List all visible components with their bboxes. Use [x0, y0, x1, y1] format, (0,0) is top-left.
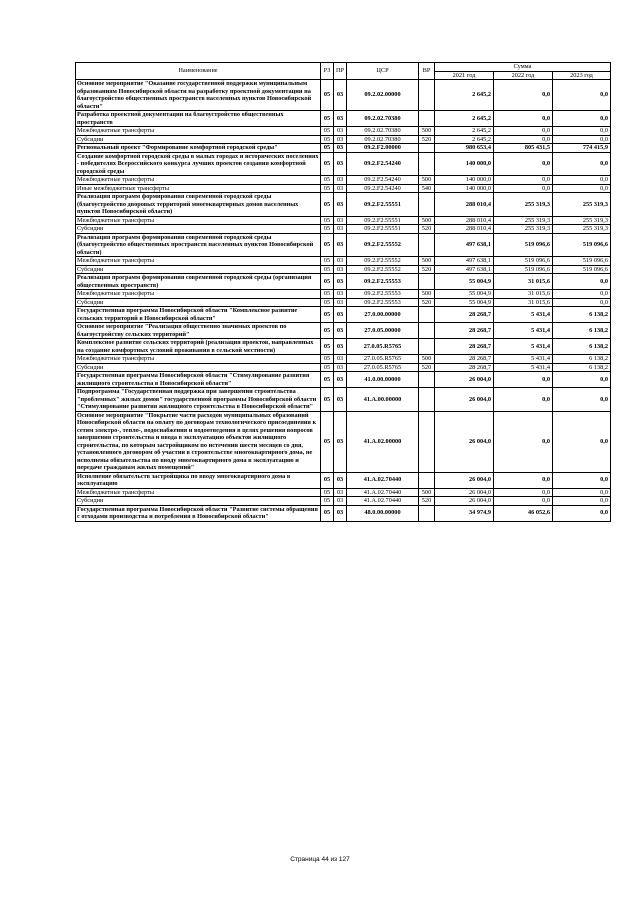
header-year-2023: 2023 год: [553, 71, 611, 80]
cell-vr: 520: [419, 225, 435, 234]
table-row: [76, 111, 611, 127]
table-row: [76, 127, 611, 136]
cell-name: Государственная программа Новосибирской области "Развитие системы обращения с отходами производства и потребления в Новосибирской области": [76, 505, 321, 521]
cell-vr: 520: [419, 497, 435, 506]
cell-pr: 03: [334, 216, 347, 225]
cell-name: Межбюджетные трансферты: [76, 257, 321, 266]
cell-2023: 0,0: [553, 372, 611, 388]
cell-name: Субсидии: [76, 265, 321, 274]
cell-rz: 05: [321, 339, 334, 355]
cell-pr: 03: [334, 363, 347, 372]
table-row: [76, 323, 611, 339]
cell-2021: 26 004,0: [435, 372, 494, 388]
cell-vr: 500: [419, 355, 435, 364]
cell-name: Межбюджетные трансферты: [76, 127, 321, 136]
cell-2022: 0,0: [494, 472, 553, 488]
cell-vr: [419, 152, 435, 176]
cell-name: Субсидии: [76, 497, 321, 506]
cell-name: Государственная программа Новосибирской области "Комплексное развитие сельских территорий в Новосибирской области": [76, 307, 321, 323]
cell-pr: 03: [334, 411, 347, 472]
table-row: [76, 472, 611, 488]
cell-2023: 255 319,3: [553, 193, 611, 217]
cell-csr: 09.2.F2.55553: [347, 274, 419, 290]
cell-pr: 03: [334, 184, 347, 193]
cell-pr: 03: [334, 323, 347, 339]
cell-2021: 497 638,1: [435, 233, 494, 257]
cell-2023: 0,0: [553, 411, 611, 472]
cell-vr: 520: [419, 363, 435, 372]
table-row: [76, 265, 611, 274]
table-row: [76, 505, 611, 521]
cell-name: Реализация программ формирования современной городской среды (организация общественных пространств): [76, 274, 321, 290]
cell-csr: 27.0.05.R5765: [347, 363, 419, 372]
cell-2022: 0,0: [494, 184, 553, 193]
cell-name: Межбюджетные трансферты: [76, 290, 321, 299]
cell-2021: 2 645,2: [435, 80, 494, 111]
cell-2022: 0,0: [494, 111, 553, 127]
table-row: [76, 497, 611, 506]
cell-pr: 03: [334, 497, 347, 506]
cell-2023: 0,0: [553, 176, 611, 185]
cell-vr: [419, 80, 435, 111]
cell-name: Межбюджетные трансферты: [76, 355, 321, 364]
cell-vr: 500: [419, 290, 435, 299]
cell-2022: 0,0: [494, 388, 553, 412]
cell-vr: 500: [419, 488, 435, 497]
cell-2021: 2 645,2: [435, 127, 494, 136]
cell-vr: 500: [419, 257, 435, 266]
cell-csr: 27.0.05.00000: [347, 323, 419, 339]
cell-2022: 255 319,3: [494, 225, 553, 234]
cell-csr: 41.А.02.00000: [347, 411, 419, 472]
cell-pr: 03: [334, 233, 347, 257]
table-row: [76, 135, 611, 144]
cell-rz: 05: [321, 80, 334, 111]
table-row: [76, 388, 611, 412]
cell-2022: 519 096,6: [494, 265, 553, 274]
cell-vr: [419, 339, 435, 355]
cell-vr: [419, 274, 435, 290]
cell-2023: 0,0: [553, 290, 611, 299]
cell-vr: [419, 505, 435, 521]
cell-pr: 03: [334, 225, 347, 234]
cell-2022: 5 431,4: [494, 363, 553, 372]
cell-csr: 09.2.02.70380: [347, 135, 419, 144]
table-row: [76, 176, 611, 185]
cell-pr: 03: [334, 257, 347, 266]
cell-2021: 26 004,0: [435, 472, 494, 488]
cell-2022: 5 431,4: [494, 355, 553, 364]
cell-2021: 288 010,4: [435, 225, 494, 234]
cell-2023: 6 138,2: [553, 323, 611, 339]
cell-2023: 6 138,2: [553, 307, 611, 323]
cell-pr: 03: [334, 472, 347, 488]
cell-name: Реализация программ формирования современной городской среды (благоустройство дворовых территорий многоквартирных домов населенных пунктов Новосибирской области): [76, 193, 321, 217]
cell-name: Подпрограмма "Государственная поддержка при завершении строительства "проблемных" жилых домов" государственной программы Новосибирской области "Стимулирование развития жилищного строительства в Новосибирской области": [76, 388, 321, 412]
cell-pr: 03: [334, 339, 347, 355]
table-row: [76, 290, 611, 299]
cell-rz: 05: [321, 497, 334, 506]
cell-name: Основное мероприятие "Покрытие части расходов муниципальных образований Новосибирской области на оплату по договорам технологического присоединения к сетям электро-, тепло-, водоснабжения и водоотведения в целях решения вопросов завершения строительства и ввода в эксплуатацию объектов жилищного строительства, по которым застройщиком по истечении шести месяцев со дня, установленного договором об участии в строительстве многоквартирного дома, не исполнены обязательства по вводу многоквартирного дома в эксплуатацию и передаче гражданам жилых помещений": [76, 411, 321, 472]
header-pr: ПР: [334, 63, 347, 80]
cell-2021: 26 004,0: [435, 411, 494, 472]
cell-csr: 09.2.F2.54240: [347, 152, 419, 176]
cell-2022: 0,0: [494, 127, 553, 136]
cell-name: Государственная программа Новосибирской области "Стимулирование развития жилищного строительства в Новосибирской области": [76, 372, 321, 388]
cell-csr: 09.2.F2.54240: [347, 184, 419, 193]
cell-2021: 26 004,0: [435, 488, 494, 497]
cell-2021: 497 638,1: [435, 257, 494, 266]
table-row: [76, 339, 611, 355]
cell-2021: 28 268,7: [435, 339, 494, 355]
cell-rz: 05: [321, 274, 334, 290]
cell-2022: 805 431,5: [494, 144, 553, 153]
cell-2022: 0,0: [494, 152, 553, 176]
cell-vr: [419, 193, 435, 217]
table-row: [76, 193, 611, 217]
cell-2022: 5 431,4: [494, 307, 553, 323]
cell-2021: 55 004,9: [435, 298, 494, 307]
cell-pr: 03: [334, 372, 347, 388]
cell-rz: 05: [321, 144, 334, 153]
cell-2022: 5 431,4: [494, 323, 553, 339]
cell-name: Основное мероприятие "Оказание государственной поддержки муниципальным образованиям Новосибирской области на разработку проектной документации на благоустройство общественных пространств населенных пунктов Новосибирской области": [76, 80, 321, 111]
cell-2022: 0,0: [494, 80, 553, 111]
table-body: [76, 80, 611, 522]
cell-2021: 28 268,7: [435, 355, 494, 364]
cell-name: Субсидии: [76, 363, 321, 372]
cell-rz: 05: [321, 152, 334, 176]
cell-2023: 255 319,3: [553, 216, 611, 225]
header-name: Наименование: [76, 63, 321, 80]
cell-csr: 09.2.F2.00000: [347, 144, 419, 153]
cell-vr: [419, 233, 435, 257]
cell-2021: 288 010,4: [435, 216, 494, 225]
cell-2022: 31 015,6: [494, 290, 553, 299]
cell-2022: 0,0: [494, 135, 553, 144]
cell-name: Комплексное развитие сельских территорий (реализация проектов, направленных на создание комфортных условий проживания в сельской местности): [76, 339, 321, 355]
cell-2022: 255 319,3: [494, 216, 553, 225]
cell-csr: 09.2.F2.55551: [347, 225, 419, 234]
table-row: [76, 372, 611, 388]
cell-rz: 05: [321, 111, 334, 127]
cell-csr: 09.2.F2.55553: [347, 298, 419, 307]
cell-vr: [419, 111, 435, 127]
cell-pr: 03: [334, 193, 347, 217]
cell-csr: 27.0.05.R5765: [347, 339, 419, 355]
cell-pr: 03: [334, 298, 347, 307]
cell-name: Разработка проектной документации на благоустройство общественных пространств: [76, 111, 321, 127]
table-row: [76, 488, 611, 497]
cell-name: Межбюджетные трансферты: [76, 488, 321, 497]
cell-rz: 05: [321, 257, 334, 266]
cell-csr: 41.А.02.70440: [347, 472, 419, 488]
budget-table: [75, 62, 611, 522]
table-row: [76, 411, 611, 472]
cell-vr: 520: [419, 135, 435, 144]
cell-rz: 05: [321, 225, 334, 234]
cell-2021: 28 268,7: [435, 323, 494, 339]
header-sums: Сумма: [435, 63, 611, 72]
cell-rz: 05: [321, 176, 334, 185]
cell-2023: 6 138,2: [553, 363, 611, 372]
cell-rz: 05: [321, 184, 334, 193]
table-row: [76, 274, 611, 290]
cell-name: Межбюджетные трансферты: [76, 216, 321, 225]
header-csr: ЦСР: [347, 63, 419, 80]
cell-2022: 46 052,6: [494, 505, 553, 521]
cell-pr: 03: [334, 290, 347, 299]
cell-vr: [419, 388, 435, 412]
cell-pr: 03: [334, 127, 347, 136]
cell-vr: [419, 307, 435, 323]
cell-2022: 31 015,6: [494, 298, 553, 307]
cell-pr: 03: [334, 135, 347, 144]
cell-csr: 41.А.00.00000: [347, 388, 419, 412]
cell-csr: 41.А.02.70440: [347, 497, 419, 506]
cell-csr: 09.2.F2.55552: [347, 233, 419, 257]
header-row: [76, 63, 611, 72]
cell-vr: [419, 144, 435, 153]
table-row: [76, 363, 611, 372]
cell-2023: 0,0: [553, 127, 611, 136]
cell-2023: 519 096,6: [553, 233, 611, 257]
cell-rz: 05: [321, 193, 334, 217]
cell-2021: 140 000,0: [435, 176, 494, 185]
cell-csr: 09.2.F2.55552: [347, 257, 419, 266]
cell-2021: 28 268,7: [435, 363, 494, 372]
cell-2021: 980 653,4: [435, 144, 494, 153]
cell-rz: 05: [321, 216, 334, 225]
cell-pr: 03: [334, 307, 347, 323]
cell-2021: 2 645,2: [435, 111, 494, 127]
cell-name: Субсидии: [76, 225, 321, 234]
cell-csr: 27.0.00.00000: [347, 307, 419, 323]
table-row: [76, 355, 611, 364]
cell-name: Исполнение обязательств застройщика по вводу многоквартирного дома в эксплуатацию: [76, 472, 321, 488]
cell-2021: 28 268,7: [435, 307, 494, 323]
table-row: [76, 307, 611, 323]
cell-pr: 03: [334, 111, 347, 127]
cell-2022: 0,0: [494, 488, 553, 497]
cell-2023: 0,0: [553, 111, 611, 127]
header-vr: ВР: [419, 63, 435, 80]
table-row: [76, 184, 611, 193]
cell-rz: 05: [321, 372, 334, 388]
cell-vr: 500: [419, 176, 435, 185]
cell-2023: 0,0: [553, 184, 611, 193]
cell-2021: 497 638,1: [435, 265, 494, 274]
cell-csr: 09.2.F2.55552: [347, 265, 419, 274]
table-row: [76, 216, 611, 225]
cell-csr: 09.2.02.70380: [347, 127, 419, 136]
cell-pr: 03: [334, 176, 347, 185]
header-rz: РЗ: [321, 63, 334, 80]
cell-2023: 6 138,2: [553, 339, 611, 355]
cell-pr: 03: [334, 274, 347, 290]
cell-2023: 0,0: [553, 472, 611, 488]
cell-2021: 26 004,0: [435, 497, 494, 506]
table-row: [76, 233, 611, 257]
cell-2023: 6 138,2: [553, 355, 611, 364]
cell-2022: 0,0: [494, 497, 553, 506]
cell-2021: 55 004,9: [435, 274, 494, 290]
cell-vr: 540: [419, 184, 435, 193]
cell-2023: 0,0: [553, 505, 611, 521]
cell-name: Реализация программ формирования современной городской среды (благоустройство общественных пространств населенных пунктов Новосибирской области): [76, 233, 321, 257]
table-row: [76, 298, 611, 307]
cell-rz: 05: [321, 290, 334, 299]
cell-2022: 519 096,6: [494, 257, 553, 266]
cell-rz: 05: [321, 233, 334, 257]
cell-2021: 2 645,2: [435, 135, 494, 144]
cell-csr: 09.2.F2.55551: [347, 216, 419, 225]
cell-csr: 41.А.02.70440: [347, 488, 419, 497]
cell-csr: 41.0.00.00000: [347, 372, 419, 388]
cell-2023: 0,0: [553, 388, 611, 412]
cell-name: Межбюджетные трансферты: [76, 176, 321, 185]
cell-vr: 520: [419, 265, 435, 274]
cell-rz: 05: [321, 388, 334, 412]
cell-csr: 09.2.02.70380: [347, 111, 419, 127]
cell-name: Иные межбюджетные трансферты: [76, 184, 321, 193]
table-row: [76, 152, 611, 176]
cell-vr: 500: [419, 127, 435, 136]
cell-name: Субсидии: [76, 135, 321, 144]
cell-rz: 05: [321, 127, 334, 136]
cell-csr: 09.2.F2.55551: [347, 193, 419, 217]
cell-name: Субсидии: [76, 298, 321, 307]
cell-pr: 03: [334, 488, 347, 497]
cell-pr: 03: [334, 144, 347, 153]
cell-vr: [419, 411, 435, 472]
cell-rz: 05: [321, 323, 334, 339]
cell-rz: 05: [321, 363, 334, 372]
cell-pr: 03: [334, 265, 347, 274]
cell-pr: 03: [334, 355, 347, 364]
cell-2023: 0,0: [553, 80, 611, 111]
cell-name: Создание комфортной городской среды в малых городах и исторических поселениях - победителях Всероссийского конкурса лучших проектов создания комфортной городской среды: [76, 152, 321, 176]
cell-pr: 03: [334, 80, 347, 111]
header-year-2021: 2021 год: [435, 71, 494, 80]
cell-2021: 140 000,0: [435, 184, 494, 193]
cell-2021: 26 004,0: [435, 388, 494, 412]
cell-name: Основное мероприятие "Реализация общественно значимых проектов по благоустройству сельских территорий": [76, 323, 321, 339]
cell-2023: 774 415,9: [553, 144, 611, 153]
cell-rz: 05: [321, 307, 334, 323]
cell-2022: 0,0: [494, 372, 553, 388]
cell-2023: 0,0: [553, 152, 611, 176]
table-row: [76, 144, 611, 153]
cell-2022: 31 015,6: [494, 274, 553, 290]
cell-csr: 09.2.F2.55553: [347, 290, 419, 299]
header-year-2022: 2022 год: [494, 71, 553, 80]
cell-csr: 27.0.05.R5765: [347, 355, 419, 364]
cell-name: Региональный проект "Формирование комфортной городской среды": [76, 144, 321, 153]
cell-vr: [419, 372, 435, 388]
cell-2022: 0,0: [494, 411, 553, 472]
cell-rz: 05: [321, 472, 334, 488]
cell-rz: 05: [321, 488, 334, 497]
cell-rz: 05: [321, 411, 334, 472]
cell-pr: 03: [334, 505, 347, 521]
cell-2023: 0,0: [553, 274, 611, 290]
cell-vr: [419, 472, 435, 488]
cell-pr: 03: [334, 388, 347, 412]
cell-2022: 255 319,3: [494, 193, 553, 217]
cell-rz: 05: [321, 265, 334, 274]
cell-2023: 0,0: [553, 298, 611, 307]
cell-vr: 500: [419, 216, 435, 225]
cell-2021: 34 974,9: [435, 505, 494, 521]
table-row: [76, 257, 611, 266]
cell-rz: 05: [321, 135, 334, 144]
cell-2021: 288 010,4: [435, 193, 494, 217]
cell-2021: 140 000,0: [435, 152, 494, 176]
cell-2023: 519 096,6: [553, 257, 611, 266]
cell-csr: 09.2.F2.54240: [347, 176, 419, 185]
page-number: Страница 44 из 127: [290, 856, 350, 863]
cell-2022: 0,0: [494, 176, 553, 185]
cell-rz: 05: [321, 298, 334, 307]
table-row: [76, 225, 611, 234]
cell-2023: 0,0: [553, 488, 611, 497]
cell-vr: 520: [419, 298, 435, 307]
cell-2023: 0,0: [553, 497, 611, 506]
cell-rz: 05: [321, 355, 334, 364]
cell-2023: 255 319,3: [553, 225, 611, 234]
cell-csr: 09.2.02.00000: [347, 80, 419, 111]
cell-2022: 5 431,4: [494, 339, 553, 355]
cell-rz: 05: [321, 505, 334, 521]
cell-2023: 0,0: [553, 135, 611, 144]
cell-pr: 03: [334, 152, 347, 176]
cell-2022: 519 096,6: [494, 233, 553, 257]
cell-vr: [419, 323, 435, 339]
cell-2021: 55 004,9: [435, 290, 494, 299]
cell-2023: 519 096,6: [553, 265, 611, 274]
cell-csr: 48.0.00.00000: [347, 505, 419, 521]
table-row: [76, 80, 611, 111]
